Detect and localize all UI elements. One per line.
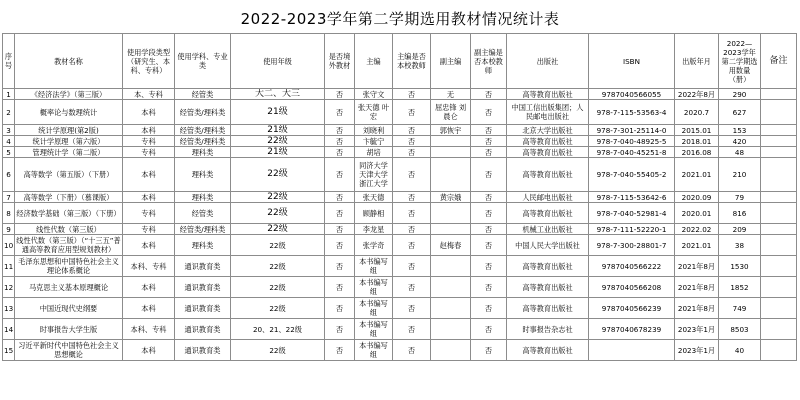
cell-discipline: 经管类/理科类 <box>175 100 231 125</box>
cell-deputy-editor: 无 <box>431 89 471 100</box>
cell-publish-date: 2022年8月 <box>675 89 719 100</box>
cell-quantity: 290 <box>719 89 761 100</box>
cell-deputy-editor <box>431 147 471 158</box>
cell-seq: 7 <box>3 192 15 203</box>
cell-study-level: 本科 <box>123 298 175 319</box>
cell-deputy-editor <box>431 224 471 235</box>
cell-chief-editor: 本书编写组 <box>355 277 393 298</box>
cell-textbook-name: 高等数学（下册）（慕课版） <box>15 192 123 203</box>
cell-seq: 4 <box>3 136 15 147</box>
cell-chief-editor: 张天德 <box>355 192 393 203</box>
cell-chief-editor-local: 否 <box>393 277 431 298</box>
cell-textbook-name: 线性代数（第三版）（“十三五”普通高等教育应用型规划教材） <box>16 236 121 254</box>
cell-deputy-editor <box>431 256 471 277</box>
cell-chief-editor: 本书编写组 <box>355 340 393 361</box>
cell-publisher: 时事报告杂志社 <box>507 319 589 340</box>
cell-quantity: 1530 <box>719 256 761 277</box>
table-body <box>3 89 797 361</box>
cell-isbn: 9787040566208 <box>589 277 675 298</box>
cell-publisher: 中国人民大学出版社 <box>507 235 589 256</box>
cell-remarks <box>761 100 797 125</box>
cell-isbn: 9787040566055 <box>589 89 675 100</box>
cell-publish-date: 2021年8月 <box>675 277 719 298</box>
cell-is-foreign: 否 <box>325 125 355 136</box>
cell-grade: 22级 <box>231 298 325 319</box>
cell-seq: 3 <box>3 125 15 136</box>
cell-is-foreign: 否 <box>325 192 355 203</box>
table-title: 2022-2023学年第二学期选用教材情况统计表 <box>240 10 560 28</box>
cell-grade: 22级 <box>231 277 325 298</box>
header-row <box>3 34 797 89</box>
cell-textbook-name: 经济数学基础（第三版）（下册） <box>15 203 123 224</box>
table-row <box>3 235 797 256</box>
header-publish-date: 出版年月 <box>675 34 719 89</box>
table-row <box>3 224 797 235</box>
cell-chief-editor-local: 否 <box>393 192 431 203</box>
cell-chief-editor-local: 否 <box>393 147 431 158</box>
cell-is-foreign: 否 <box>325 136 355 147</box>
cell-isbn: 978-7-301-25114-0 <box>589 125 675 136</box>
cell-study-level: 本科、专科 <box>123 256 175 277</box>
cell-isbn: 978-7-300-28801-7 <box>589 235 675 256</box>
cell-publisher: 高等教育出版社 <box>507 89 589 100</box>
cell-study-level: 本科 <box>123 125 175 136</box>
cell-grade: 21级 <box>231 125 325 136</box>
cell-quantity: 210 <box>719 158 761 192</box>
table-row <box>3 203 797 224</box>
cell-publish-date: 2015.01 <box>675 125 719 136</box>
cell-seq: 5 <box>3 147 15 158</box>
cell-deputy-editor-local: 否 <box>471 125 507 136</box>
cell-deputy-editor-local: 否 <box>471 158 507 192</box>
cell-deputy-editor-local: 否 <box>471 256 507 277</box>
cell-discipline: 经管类/理科类 <box>175 125 231 136</box>
cell-chief-editor: 胡培 <box>355 147 393 158</box>
header-deputy-editor-local: 副主编是否本校教师 <box>471 34 507 89</box>
cell-discipline: 通识教育类 <box>175 256 231 277</box>
cell-publisher: 高等教育出版社 <box>507 340 589 361</box>
cell-deputy-editor <box>431 277 471 298</box>
cell-publish-date: 2023年1月 <box>675 340 719 361</box>
header-study-level: 使用学段类型（研究生、本科、专科） <box>123 34 175 89</box>
cell-chief-editor-local: 否 <box>393 256 431 277</box>
header-chief-editor: 主编 <box>355 34 393 89</box>
cell-chief-editor: 卞毓宁 <box>355 136 393 147</box>
cell-isbn: 978-7-040-45251-8 <box>589 147 675 158</box>
cell-remarks <box>761 224 797 235</box>
cell-publish-date: 2020.01 <box>675 203 719 224</box>
cell-chief-editor: 张天德 叶宏 <box>355 100 393 125</box>
cell-textbook-name: 毛泽东思想和中国特色社会主义理论体系概论 <box>15 256 123 277</box>
cell-deputy-editor-local: 否 <box>471 136 507 147</box>
cell-is-foreign: 否 <box>325 235 355 256</box>
cell-remarks <box>761 147 797 158</box>
cell-deputy-editor-local: 否 <box>471 319 507 340</box>
header-discipline: 使用学科、专业类 <box>175 34 231 89</box>
cell-seq: 1 <box>3 89 15 100</box>
header-publisher: 出版社 <box>507 34 589 89</box>
cell-chief-editor: 顾静相 <box>355 203 393 224</box>
cell-seq: 9 <box>3 224 15 235</box>
cell-grade: 22级 <box>231 192 325 203</box>
cell-study-level: 专科 <box>123 147 175 158</box>
cell-study-level: 专科 <box>123 224 175 235</box>
table-row <box>3 100 797 125</box>
cell-textbook-name: 中国近现代史纲要 <box>15 298 123 319</box>
cell-publish-date: 2021.01 <box>675 235 719 256</box>
cell-is-foreign: 否 <box>325 256 355 277</box>
cell-grade: 22级 <box>231 158 325 192</box>
cell-seq: 15 <box>3 340 15 361</box>
cell-discipline: 理科类 <box>175 147 231 158</box>
cell-textbook-name: 《经济法学》（第三版） <box>15 89 123 100</box>
table-row <box>3 277 797 298</box>
cell-study-level: 本科 <box>123 100 175 125</box>
cell-chief-editor-local: 否 <box>393 203 431 224</box>
cell-study-level: 本科 <box>123 277 175 298</box>
cell-publisher: 高等教育出版社 <box>507 203 589 224</box>
cell-deputy-editor-local: 否 <box>471 235 507 256</box>
table-row <box>3 319 797 340</box>
cell-is-foreign: 否 <box>325 340 355 361</box>
header-quantity: 2022—2023学年第二学期选用数量（册） <box>719 34 761 89</box>
cell-seq: 10 <box>3 235 15 256</box>
cell-publisher: 高等教育出版社 <box>507 136 589 147</box>
cell-is-foreign: 否 <box>325 100 355 125</box>
cell-chief-editor-local: 否 <box>393 89 431 100</box>
cell-deputy-editor-local: 否 <box>471 224 507 235</box>
cell-chief-editor: 本书编写组 <box>355 319 393 340</box>
cell-isbn: 978-7-115-53563-4 <box>589 100 675 125</box>
cell-textbook-name: 管理统计学（第二版） <box>15 147 123 158</box>
cell-publisher: 机械工业出版社 <box>507 224 589 235</box>
cell-deputy-editor-local: 否 <box>471 192 507 203</box>
cell-study-level: 本科 <box>123 340 175 361</box>
cell-textbook-name: 线性代数（第三版） <box>15 224 123 235</box>
cell-is-foreign: 否 <box>325 298 355 319</box>
cell-publish-date: 2021年8月 <box>675 298 719 319</box>
cell-quantity: 816 <box>719 203 761 224</box>
cell-isbn: 9787040566222 <box>589 256 675 277</box>
header-textbook-name: 教材名称 <box>15 34 123 89</box>
cell-textbook-name: 统计学原理（第六版） <box>15 136 123 147</box>
cell-publisher: 高等教育出版社 <box>507 256 589 277</box>
cell-quantity: 209 <box>719 224 761 235</box>
table-row <box>3 136 797 147</box>
cell-publish-date: 2020.7 <box>675 100 719 125</box>
cell-publish-date: 2020.09 <box>675 192 719 203</box>
cell-deputy-editor: 屈忠锋 刘晨仑 <box>431 100 471 125</box>
table-row <box>3 89 797 100</box>
cell-quantity: 749 <box>719 298 761 319</box>
cell-publisher: 高等教育出版社 <box>507 277 589 298</box>
cell-study-level: 本、专科 <box>123 89 175 100</box>
cell-publisher: 人民邮电出版社 <box>507 192 589 203</box>
cell-chief-editor: 同济大学 天津大学 浙江大学 <box>355 158 393 192</box>
cell-seq: 12 <box>3 277 15 298</box>
cell-remarks <box>761 125 797 136</box>
cell-publish-date: 2021.01 <box>675 158 719 192</box>
cell-textbook-name: 马克思主义基本原理概论 <box>15 277 123 298</box>
cell-is-foreign: 否 <box>325 319 355 340</box>
cell-chief-editor: 李龙星 <box>355 224 393 235</box>
cell-grade: 22级 <box>231 340 325 361</box>
cell-study-level: 本科 <box>123 158 175 192</box>
cell-chief-editor-local: 否 <box>393 158 431 192</box>
cell-deputy-editor-local: 否 <box>471 147 507 158</box>
cell-remarks <box>761 235 797 256</box>
cell-study-level: 专科 <box>123 203 175 224</box>
cell-quantity: 40 <box>719 340 761 361</box>
cell-is-foreign: 否 <box>325 224 355 235</box>
cell-chief-editor-local: 否 <box>393 125 431 136</box>
cell-chief-editor: 本书编写组 <box>355 298 393 319</box>
cell-chief-editor-local: 否 <box>393 224 431 235</box>
cell-deputy-editor: 黄宗娥 <box>431 192 471 203</box>
cell-publisher: 中国工信出版集团；人民邮电出版社 <box>507 100 589 125</box>
cell-textbook-name: 统计学原理(第2版) <box>15 125 123 136</box>
cell-chief-editor-local: 否 <box>393 136 431 147</box>
cell-deputy-editor <box>431 158 471 192</box>
cell-chief-editor: 张学奇 <box>355 235 393 256</box>
cell-quantity: 48 <box>719 147 761 158</box>
cell-seq: 13 <box>3 298 15 319</box>
cell-grade: 22级 <box>231 235 325 256</box>
table-row <box>3 256 797 277</box>
cell-deputy-editor <box>431 298 471 319</box>
table-row <box>3 158 797 192</box>
header-chief-editor-local: 主编是否本校教师 <box>393 34 431 89</box>
cell-deputy-editor-local: 否 <box>471 203 507 224</box>
table-row <box>3 192 797 203</box>
cell-grade: 22级 <box>231 136 325 147</box>
cell-discipline: 理科类 <box>175 235 231 256</box>
cell-isbn: 978-7-111-52220-1 <box>589 224 675 235</box>
cell-seq: 11 <box>3 256 15 277</box>
cell-isbn: 978-7-040-52981-4 <box>589 203 675 224</box>
cell-deputy-editor <box>431 340 471 361</box>
header-grade: 使用年级 <box>231 34 325 89</box>
cell-is-foreign: 否 <box>325 89 355 100</box>
header-deputy-editor: 副主编 <box>431 34 471 89</box>
cell-deputy-editor <box>431 319 471 340</box>
cell-publish-date: 2023年1月 <box>675 319 719 340</box>
cell-chief-editor-local: 否 <box>393 319 431 340</box>
cell-isbn <box>589 340 675 361</box>
cell-publisher: 北京大学出版社 <box>507 125 589 136</box>
cell-grade: 22级 <box>231 256 325 277</box>
cell-deputy-editor <box>431 136 471 147</box>
cell-quantity: 627 <box>719 100 761 125</box>
cell-discipline: 经管类/理科类 <box>175 224 231 235</box>
cell-chief-editor-local: 否 <box>393 100 431 125</box>
cell-deputy-editor: 赵梅春 <box>431 235 471 256</box>
table-row <box>3 340 797 361</box>
cell-chief-editor-local: 否 <box>393 340 431 361</box>
cell-remarks <box>761 298 797 319</box>
cell-chief-editor: 刘晓利 <box>355 125 393 136</box>
cell-quantity: 1852 <box>719 277 761 298</box>
cell-isbn: 978-7-040-48925-5 <box>589 136 675 147</box>
cell-publish-date: 2016.08 <box>675 147 719 158</box>
cell-grade: 20、21、22级 <box>231 319 325 340</box>
cell-discipline: 通识教育类 <box>175 340 231 361</box>
cell-chief-editor-local: 否 <box>393 298 431 319</box>
cell-isbn: 978-7-040-55405-2 <box>589 158 675 192</box>
cell-deputy-editor <box>431 203 471 224</box>
cell-remarks <box>761 158 797 192</box>
cell-publish-date: 2021年8月 <box>675 256 719 277</box>
cell-discipline: 理科类 <box>175 192 231 203</box>
table-row <box>3 298 797 319</box>
cell-remarks <box>761 203 797 224</box>
cell-deputy-editor: 郭恢宇 <box>431 125 471 136</box>
cell-publish-date: 2018.01 <box>675 136 719 147</box>
cell-grade: 22级 <box>231 224 325 235</box>
cell-isbn: 978-7-115-53642-6 <box>589 192 675 203</box>
cell-discipline: 理科类 <box>175 158 231 192</box>
cell-is-foreign: 否 <box>325 147 355 158</box>
cell-seq: 8 <box>3 203 15 224</box>
cell-deputy-editor-local: 否 <box>471 298 507 319</box>
header-is-foreign: 是否境外教材 <box>325 34 355 89</box>
cell-study-level: 本科、专科 <box>123 319 175 340</box>
cell-remarks <box>761 340 797 361</box>
cell-discipline: 通识教育类 <box>175 319 231 340</box>
cell-remarks <box>761 192 797 203</box>
header-seq: 序号 <box>3 34 15 89</box>
cell-is-foreign: 否 <box>325 277 355 298</box>
cell-remarks <box>761 277 797 298</box>
cell-study-level: 本科 <box>123 235 175 256</box>
cell-publisher: 高等教育出版社 <box>507 147 589 158</box>
cell-remarks <box>761 256 797 277</box>
header-remarks: 备注 <box>761 34 797 89</box>
cell-textbook-name: 概率论与数理统计 <box>15 100 123 125</box>
cell-quantity: 153 <box>719 125 761 136</box>
cell-deputy-editor-local: 否 <box>471 340 507 361</box>
cell-discipline: 通识教育类 <box>175 277 231 298</box>
cell-chief-editor: 张守文 <box>355 89 393 100</box>
cell-publisher: 高等教育出版社 <box>507 298 589 319</box>
cell-chief-editor: 本书编写组 <box>355 256 393 277</box>
cell-textbook-name: 习近平新时代中国特色社会主义思想概论 <box>15 340 123 361</box>
cell-textbook-name: 时事报告大学生版 <box>15 319 123 340</box>
cell-textbook-name: 高等数学（第五版）（下册） <box>15 158 123 192</box>
cell-discipline: 通识教育类 <box>175 298 231 319</box>
table-row <box>3 125 797 136</box>
cell-deputy-editor-local: 否 <box>471 277 507 298</box>
cell-publish-date: 2022.02 <box>675 224 719 235</box>
table-row <box>3 147 797 158</box>
cell-grade: 大二、大三 <box>231 89 325 100</box>
cell-isbn: 9787040566239 <box>589 298 675 319</box>
cell-quantity: 38 <box>719 235 761 256</box>
cell-seq: 2 <box>3 100 15 125</box>
textbook-table <box>2 33 797 361</box>
cell-is-foreign: 否 <box>325 158 355 192</box>
cell-grade: 21级 <box>231 100 325 125</box>
cell-publisher: 高等教育出版社 <box>507 158 589 192</box>
cell-grade: 21级 <box>231 147 325 158</box>
cell-grade: 22级 <box>231 203 325 224</box>
cell-study-level: 本科 <box>123 192 175 203</box>
cell-deputy-editor-local: 否 <box>471 89 507 100</box>
cell-remarks <box>761 89 797 100</box>
cell-deputy-editor-local: 否 <box>471 100 507 125</box>
cell-remarks <box>761 319 797 340</box>
cell-quantity: 420 <box>719 136 761 147</box>
cell-discipline: 经管类 <box>175 89 231 100</box>
cell-quantity: 79 <box>719 192 761 203</box>
cell-discipline: 经管类/理科类 <box>175 136 231 147</box>
cell-seq: 6 <box>3 158 15 192</box>
cell-seq: 14 <box>3 319 15 340</box>
cell-quantity: 8503 <box>719 319 761 340</box>
cell-remarks <box>761 136 797 147</box>
cell-discipline: 经管类 <box>175 203 231 224</box>
cell-isbn: 9787040678239 <box>589 319 675 340</box>
cell-is-foreign: 否 <box>325 203 355 224</box>
header-isbn: ISBN <box>589 34 675 89</box>
cell-study-level: 专科 <box>123 136 175 147</box>
cell-chief-editor-local: 否 <box>393 235 431 256</box>
